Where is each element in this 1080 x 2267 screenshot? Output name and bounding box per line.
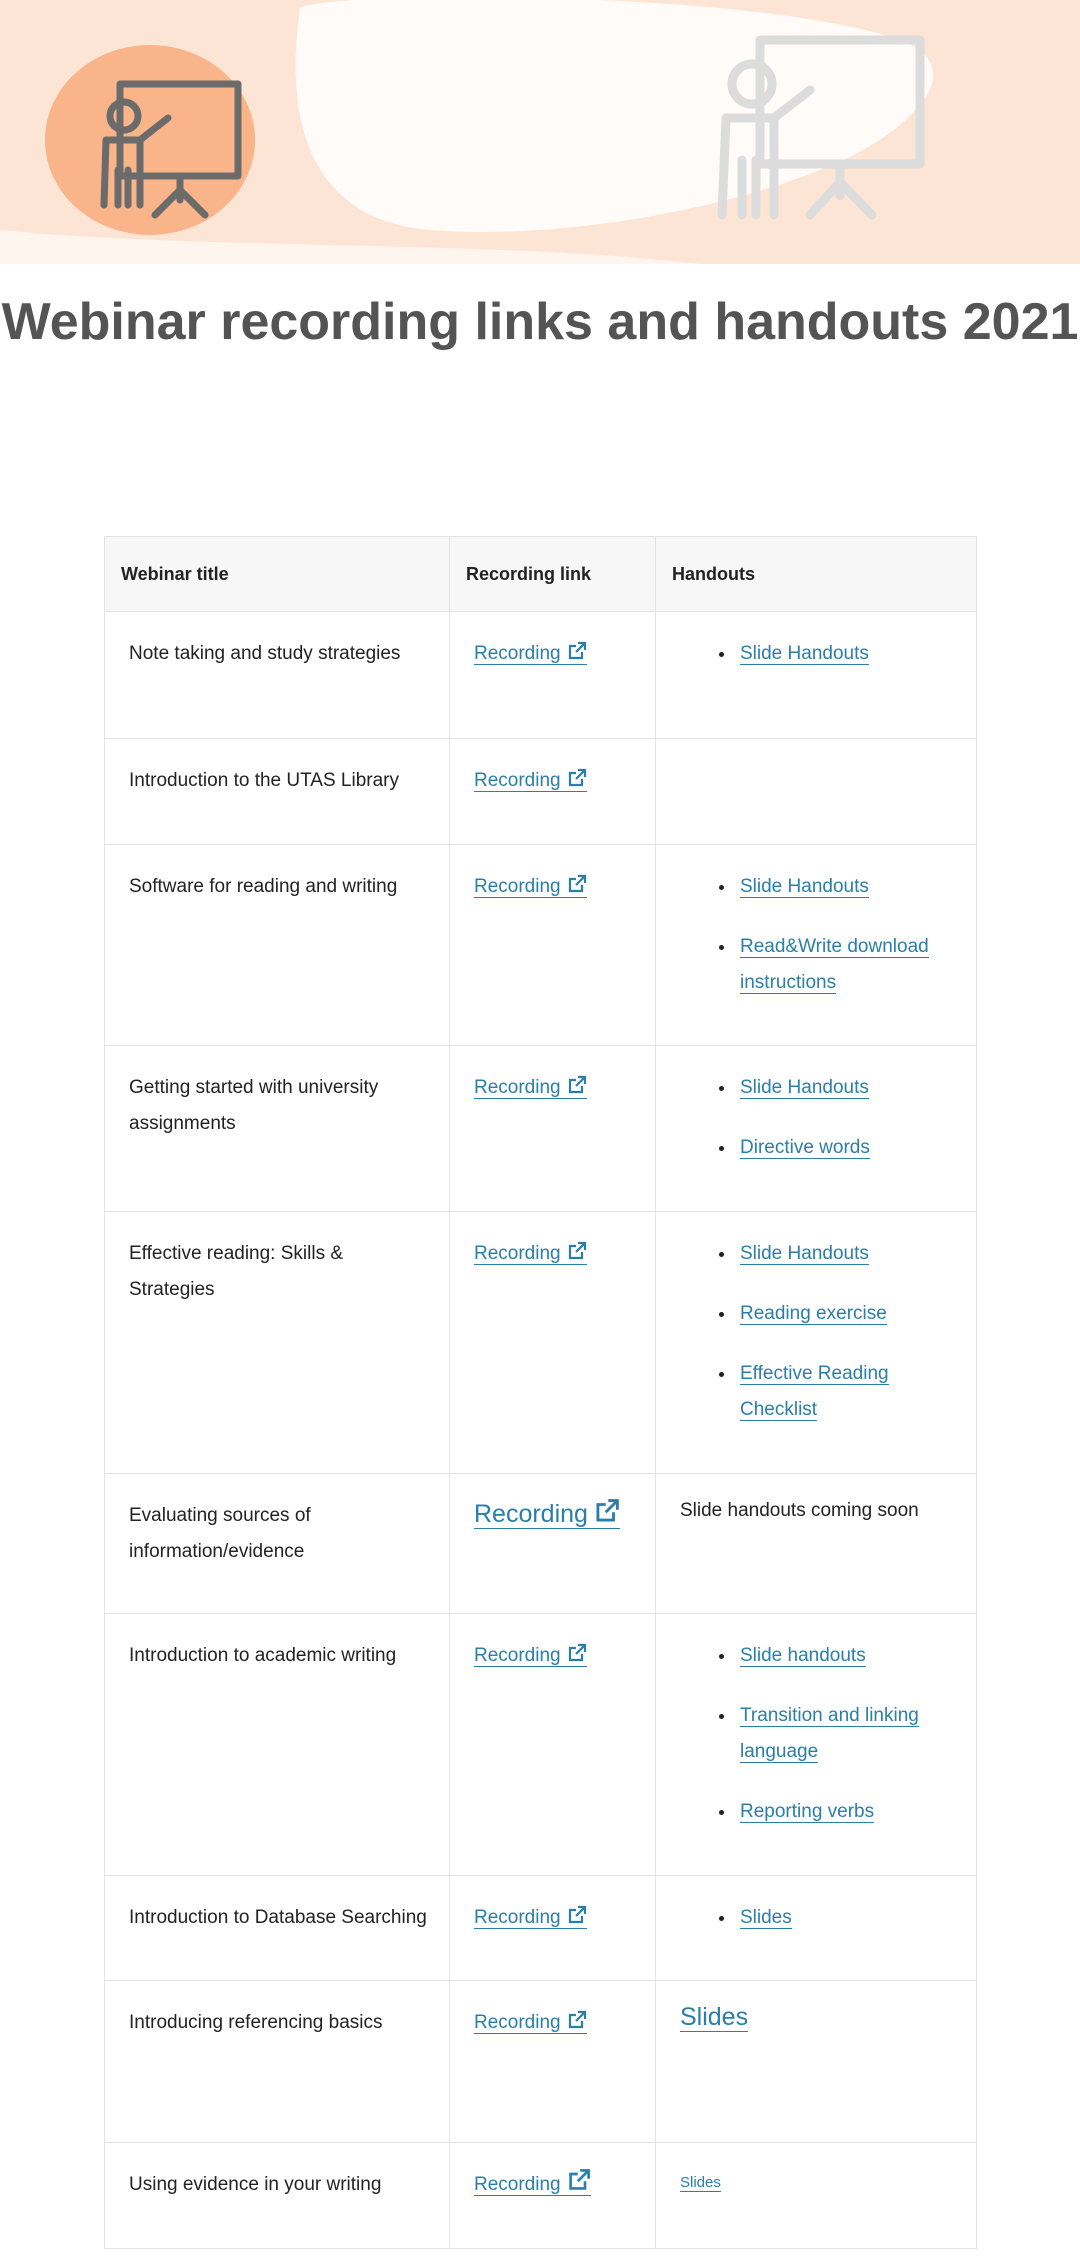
header-handouts: Handouts xyxy=(656,537,977,612)
header-recording-link: Recording link xyxy=(450,537,656,612)
webinar-title-cell: Introduction to academic writing xyxy=(105,1614,450,1876)
handout-link-slides[interactable]: Slides xyxy=(680,2003,749,2031)
list-item xyxy=(736,636,956,672)
handout-link[interactable]: Reporting verbs xyxy=(740,1801,875,1822)
webinar-title-cell: Software for reading and writing xyxy=(105,845,450,1046)
webinar-title-cell: Introduction to Database Searching xyxy=(105,1876,450,1981)
external-link-icon xyxy=(567,1905,587,1925)
external-link-icon xyxy=(594,1498,620,1524)
list-item xyxy=(736,1070,956,1106)
handouts-cell-empty xyxy=(656,739,977,845)
external-link-icon xyxy=(567,768,587,788)
recording-link[interactable]: Recording xyxy=(474,876,587,898)
table-row xyxy=(105,1212,977,1474)
table-header-row xyxy=(105,537,977,612)
recording-link[interactable]: Recording xyxy=(474,1645,587,1667)
handout-link[interactable]: Slide Handouts xyxy=(740,1077,869,1098)
list-item xyxy=(736,1794,956,1830)
handout-link[interactable]: Slides xyxy=(740,1907,792,1928)
recording-link[interactable]: Recording xyxy=(474,1243,587,1265)
webinar-title-cell: Note taking and study strategies xyxy=(105,612,450,739)
list-item xyxy=(736,1900,956,1936)
list-item xyxy=(736,929,956,1001)
recording-link[interactable]: Recording xyxy=(474,2012,587,2034)
table-row xyxy=(105,1046,977,1212)
table-row xyxy=(105,739,977,845)
handout-link[interactable]: Slide Handouts xyxy=(740,876,869,897)
list-item xyxy=(736,1356,956,1428)
list-item xyxy=(736,1130,956,1166)
recording-link[interactable]: Recording xyxy=(474,1907,587,1929)
handout-link[interactable]: Read&Write download instructions xyxy=(740,936,929,993)
handout-link[interactable]: Slide Handouts xyxy=(740,1243,869,1264)
table-row xyxy=(105,1474,977,1614)
handout-link[interactable]: Effective Reading Checklist xyxy=(740,1363,889,1420)
list-item xyxy=(736,1236,956,1272)
external-link-icon xyxy=(567,2010,587,2030)
banner-illustration xyxy=(0,0,1080,264)
table-row xyxy=(105,2143,977,2249)
list-item xyxy=(736,1296,956,1332)
external-link-icon xyxy=(567,1075,587,1095)
list-item xyxy=(736,1638,956,1674)
header-banner xyxy=(0,0,1080,264)
list-item xyxy=(736,1698,956,1770)
header-webinar-title: Webinar title xyxy=(105,537,450,612)
recording-link[interactable]: Recording xyxy=(474,1500,620,1529)
webinar-table xyxy=(104,536,977,2249)
webinar-title-cell: Getting started with university assignments xyxy=(105,1046,450,1212)
external-link-icon xyxy=(567,641,587,661)
external-link-icon xyxy=(567,1643,587,1663)
page-title: Webinar recording links and handouts 2021 xyxy=(1,293,1079,351)
external-link-icon xyxy=(567,2168,591,2192)
handout-link[interactable]: Reading exercise xyxy=(740,1303,887,1324)
recording-link[interactable]: Recording xyxy=(474,1077,587,1099)
handout-link-slides[interactable]: Slides xyxy=(680,2174,721,2191)
handout-link[interactable]: Slide Handouts xyxy=(740,643,869,664)
external-link-icon xyxy=(567,1241,587,1261)
recording-link[interactable]: Recording xyxy=(474,2174,591,2196)
handout-link[interactable]: Transition and linking language xyxy=(740,1705,919,1762)
recording-link[interactable]: Recording xyxy=(474,643,587,665)
webinar-title-cell: Introducing referencing basics xyxy=(105,1981,450,2143)
handouts-coming-soon: Slide handouts coming soon xyxy=(680,1500,919,1521)
table-row xyxy=(105,845,977,1046)
table-row xyxy=(105,1614,977,1876)
webinar-title-cell: Using evidence in your writing xyxy=(105,2143,450,2249)
external-link-icon xyxy=(567,874,587,894)
webinar-title-cell: Evaluating sources of information/evidence xyxy=(105,1474,450,1614)
recording-link[interactable]: Recording xyxy=(474,770,587,792)
handout-link[interactable]: Slide handouts xyxy=(740,1645,866,1666)
webinar-title-cell: Introduction to the UTAS Library xyxy=(105,739,450,845)
handout-link[interactable]: Directive words xyxy=(740,1137,870,1158)
webinar-title-cell: Effective reading: Skills & Strategies xyxy=(105,1212,450,1474)
table-row xyxy=(105,1981,977,2143)
list-item xyxy=(736,869,956,905)
table-row xyxy=(105,1876,977,1981)
table-row xyxy=(105,612,977,739)
